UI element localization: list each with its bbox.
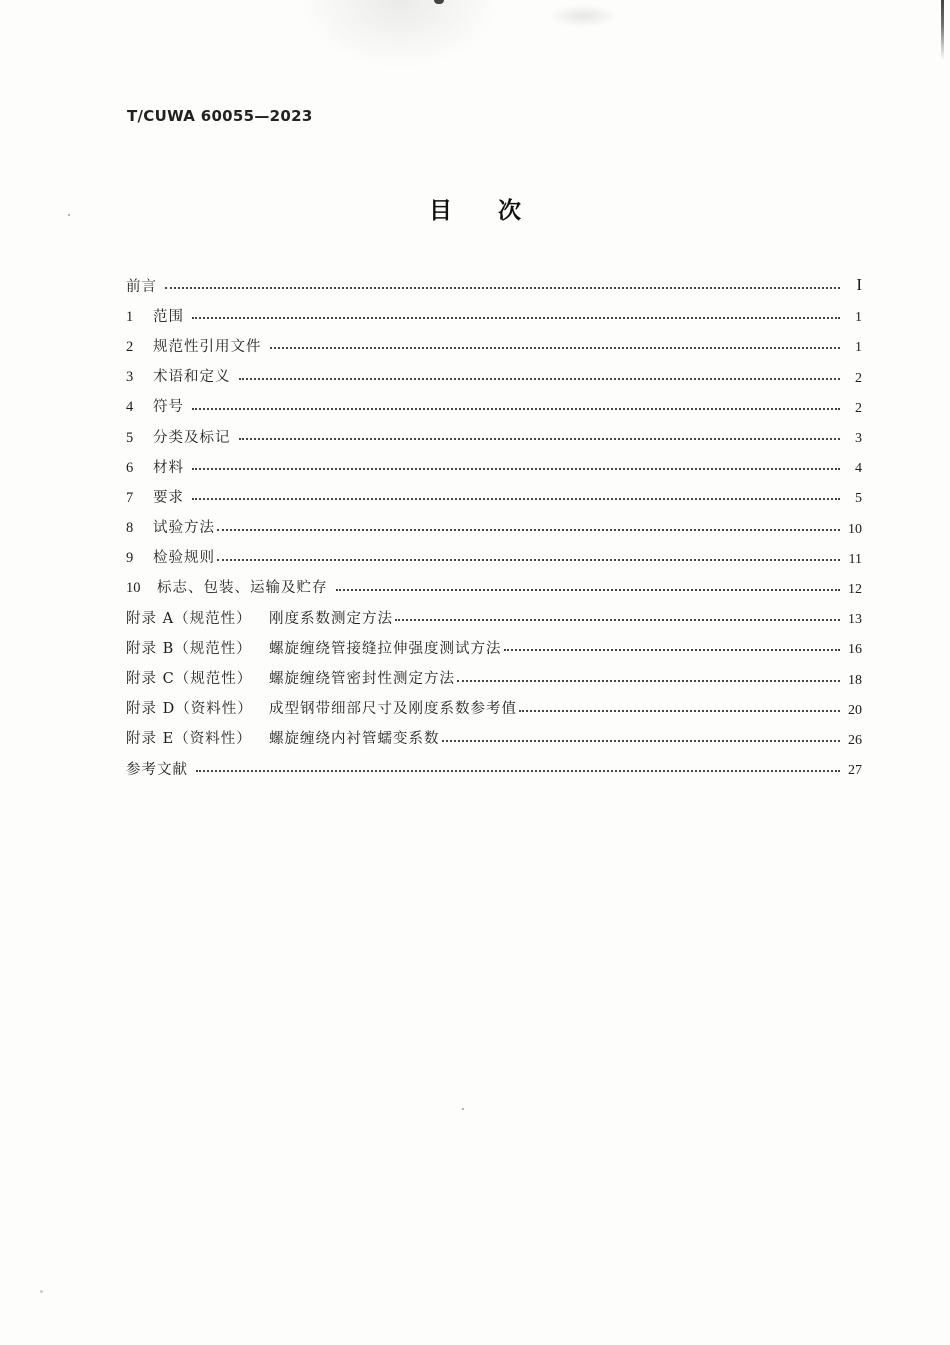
toc-entry-label: 附录 A（规范性） 刚度系数测定方法 [126,610,393,627]
toc-page-number: 20 [848,702,862,718]
toc-entry-7[interactable] [126,481,862,511]
toc-page-number: 11 [848,551,862,567]
toc-leader-dots [165,287,840,289]
toc-entry-appendix-e[interactable] [126,723,862,753]
toc-leader-dots [504,649,841,651]
toc-page-number: 2 [855,400,862,416]
toc-page-number: 2 [855,370,862,386]
toc-page-number: 18 [848,672,862,688]
toc-leader-dots [336,589,841,591]
scan-edge-artifact [941,0,944,60]
toc-leader-dots [519,710,840,712]
toc-entry-label: 9 检验规则 [126,550,215,567]
toc-entry-label: 前言 [126,278,157,295]
toc-entry-appendix-b[interactable] [126,632,862,662]
toc-leader-dots [239,378,841,380]
toc-entry-3[interactable] [126,361,862,391]
toc-leader-dots [192,468,840,470]
toc-entry-1[interactable] [126,300,862,330]
toc-page-number: 4 [855,461,862,477]
toc-entry-label: 附录 E（资料性） 螺旋缠绕内衬管蠕变系数 [126,731,440,748]
toc-page-number: 5 [855,491,862,507]
toc-page-number: I [856,275,862,295]
toc-entry-label: 附录 C（规范性） 螺旋缠绕管密封性测定方法 [126,671,455,688]
toc-entry-label: 4 符号 [126,399,184,416]
toc-entry-2[interactable] [126,330,862,360]
toc-entry-foreword[interactable] [126,270,862,300]
toc-leader-dots [270,347,841,349]
toc-entry-label: 附录 B（规范性） 螺旋缠绕管接缝拉伸强度测试方法 [126,640,502,657]
toc-leader-dots [217,559,840,561]
scan-speck [462,1108,464,1110]
toc-page-number: 1 [855,340,862,356]
toc-page-number: 10 [848,521,862,537]
toc-page-number: 27 [848,763,862,779]
table-of-contents [126,270,862,783]
toc-entry-label: 5 分类及标记 [126,429,231,446]
toc-entry-label: 10 标志、包装、运输及贮存 [126,580,328,597]
toc-page-number: 3 [855,431,862,447]
toc-entry-appendix-d[interactable] [126,693,862,723]
toc-entry-6[interactable] [126,451,862,481]
toc-entry-label: 3 术语和定义 [126,369,231,386]
toc-entry-label: 附录 D（资料性） 成型钢带细部尺寸及刚度系数参考值 [126,701,517,718]
toc-entry-label: 6 材料 [126,459,184,476]
toc-leader-dots [196,770,840,772]
scan-smudge [548,4,618,28]
toc-page-number: 16 [848,642,862,658]
toc-leader-dots [457,680,840,682]
toc-leader-dots [192,317,840,319]
toc-entry-label: 8 试验方法 [126,520,215,537]
toc-leader-dots [442,740,841,742]
toc-leader-dots [239,438,841,440]
toc-page-number: 1 [855,310,862,326]
toc-leader-dots [217,529,840,531]
toc-entry-9[interactable] [126,542,862,572]
toc-entry-label: 参考文献 [126,761,188,778]
scan-speck [40,1290,43,1293]
toc-entry-appendix-c[interactable] [126,662,862,692]
toc-page-number: 12 [848,581,862,597]
toc-entry-5[interactable] [126,421,862,451]
toc-leader-dots [192,498,840,500]
toc-entry-8[interactable] [126,512,862,542]
scan-smudge [300,0,500,70]
toc-entry-label: 2 规范性引用文件 [126,338,262,355]
toc-title: 目次 [429,198,567,224]
toc-page-number: 26 [848,732,862,748]
toc-entry-10[interactable] [126,572,862,602]
standard-code: T/CUWA 60055—2023 [127,107,313,125]
toc-leader-dots [192,408,840,410]
toc-entry-label: 7 要求 [126,489,184,506]
toc-leader-dots [395,619,840,621]
toc-entry-label: 1 范围 [126,308,184,325]
toc-entry-4[interactable] [126,391,862,421]
toc-entry-references[interactable] [126,753,862,783]
toc-entry-appendix-a[interactable] [126,602,862,632]
toc-page-number: 13 [848,612,862,628]
